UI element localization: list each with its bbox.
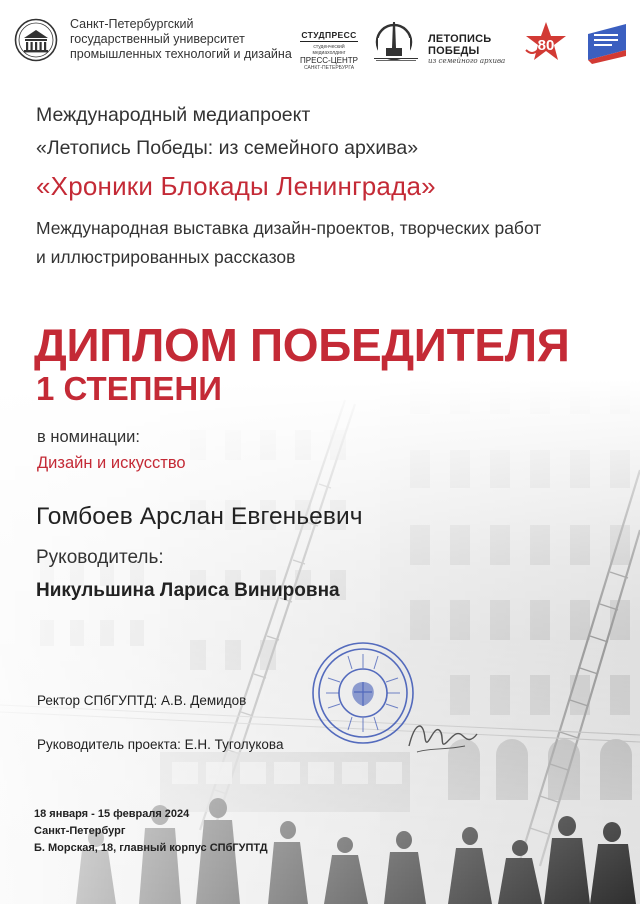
anniversary-number: 80 <box>537 37 555 54</box>
project-chronicle-title: «Хроники Блокады Ленинграда» <box>36 171 436 201</box>
university-emblem-icon <box>14 18 58 62</box>
nomination-label: в номинации: <box>37 428 140 446</box>
letopis-logo-subtitle: из семейного архива <box>428 57 506 65</box>
victory-80-logo-icon <box>520 20 572 64</box>
nomination-value: Дизайн и искусство <box>37 454 186 472</box>
project-title-line-1: Международный медиапроект <box>36 104 311 126</box>
event-address: Б. Морская, 18, главный корпус СПбГУПТД <box>34 842 268 854</box>
letopis-pobedy-logo <box>428 20 512 64</box>
exhibition-line-2: и иллюстрированных рассказов <box>36 247 296 267</box>
project-title-line-2: «Летопись Победы: из семейного архива» <box>36 137 419 159</box>
university-name-line: Санкт-Петербургский <box>70 17 194 31</box>
press-logo-line: СТУДПРЕСС <box>301 30 357 40</box>
diploma-title: ДИПЛОМ ПОБЕДИТЕЛЯ <box>34 319 570 371</box>
press-logo-line: ПРЕСС-ЦЕНТР <box>300 56 358 65</box>
event-city: Санкт-Петербург <box>34 825 126 837</box>
university-name-line: промышленных технологий и дизайна <box>70 47 292 61</box>
exhibition-line-1: Международная выставка дизайн-проектов, творческих работ <box>36 218 542 238</box>
signature-icon <box>405 712 480 760</box>
winner-name: Гомбоев Арслан Евгеньевич <box>36 503 363 530</box>
letopis-logo-title: ЛЕТОПИСЬ ПОБЕДЫ <box>428 33 492 57</box>
supervisor-name: Никульшина Лариса Винировна <box>36 580 340 601</box>
university-name <box>70 17 300 62</box>
project-manager-signature-line: Руководитель проекта: Е.Н. Туголукова <box>37 737 284 752</box>
national-projects-logo-icon <box>582 20 632 64</box>
rector-signature-line: Ректор СПбГУПТД: А.В. Демидов <box>37 693 247 708</box>
spb-spire-logo-icon <box>372 20 420 64</box>
event-dates: 18 января - 15 февраля 2024 <box>34 808 190 820</box>
official-stamp-icon <box>308 638 418 748</box>
university-name-line: государственный университет <box>70 32 245 46</box>
supervisor-label: Руководитель: <box>36 547 164 568</box>
press-logo-line: студенческий медиахолдинг <box>312 44 346 56</box>
press-logo-line: САНКТ-ПЕТЕРБУРГА <box>303 65 355 71</box>
press-center-logo <box>300 20 358 71</box>
diploma-degree: 1 СТЕПЕНИ <box>36 370 222 407</box>
